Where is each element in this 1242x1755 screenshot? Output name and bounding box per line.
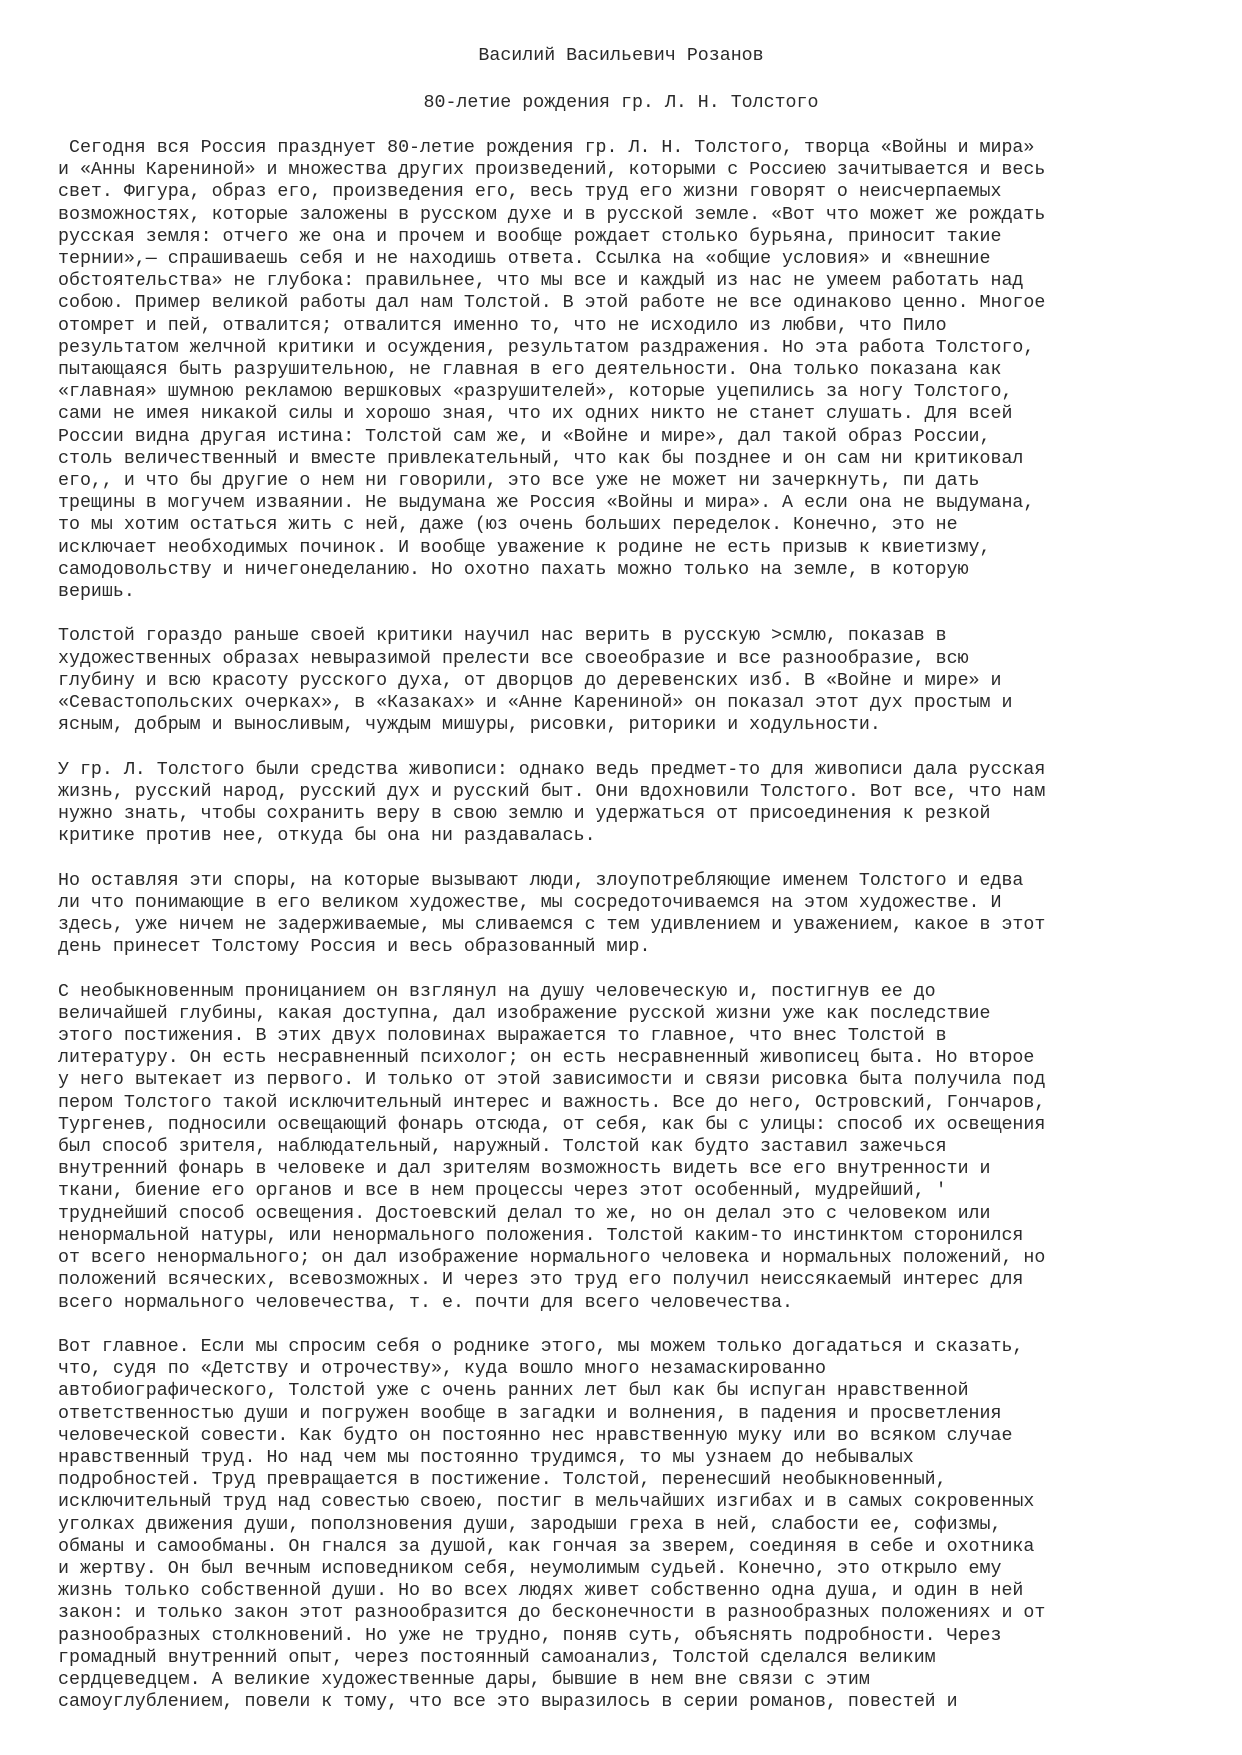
text-line: подробностей. Труд превращается в постижение. Толстой, перенесший необыкновенный, <box>58 1470 947 1491</box>
text-line: ткани, биение его органов и все в нем процессы через этот особенный, мудрейший, ' <box>58 1181 947 1202</box>
paragraph <box>58 625 1238 736</box>
text-line: пером Толстого такой исключительный интерес и важность. Все до него, Островский, Гончаров, <box>58 1092 1046 1113</box>
text-line: внутренний фонарь в человеке и дал зрителям возможность видеть все его внутренности и <box>58 1159 991 1180</box>
text-line: труднейший способ освещения. Достоевский делал то же, но он делал это с человеком или <box>58 1203 991 1224</box>
text-line: самодовольству и ничегонеделанию. Но охотно пахать можно только на земле, в которую <box>58 559 969 580</box>
text-line: возможностях, которые заложены в русском духе и в русской земле. «Вот что может же рождать <box>58 204 1046 225</box>
text-line: Сегодня вся Россия празднует 80-летие рождения гр. Л. Н. Толстого, творца «Войны и мира» <box>58 138 1035 158</box>
text-line: свет. Фигура, образ его, произведения его, весь труд его жизни говорят о неисчерпаемых <box>58 182 1002 203</box>
text-line: сами не имея никакой силы и хорошо зная, что их одних никто не станет слушать. Для всей <box>58 404 1013 425</box>
text-line: его,, и что бы другие о нем ни говорили, это все уже не может ни зачеркнуть, пи дать <box>58 471 980 492</box>
text-line: ясным, добрым и выносливым, чуждым мишуры, рисовки, риторики и ходульности. <box>58 715 881 736</box>
text-line: России видна другая истина: Толстой сам же, и «Войне и мире», дал такой образ России, <box>58 426 991 447</box>
text-line: человеческой совести. Как будто он постоянно нес нравственную муку или во всяком случае <box>58 1425 1013 1446</box>
text-line: был способ зрителя, наблюдательный, наружный. Толстой как будто заставил зажечься <box>58 1137 947 1158</box>
text-line: разнообразных столкновений. Но уже не трудно, поняв суть, объяснять подробности. Через <box>58 1625 1002 1646</box>
text-line: отомрет и пей, отвалится; отвалится именно то, что не исходило из любви, что Пило <box>58 315 947 336</box>
text-line: русская земля: отчего же она и прочем и вообще рождает столько бурьяна, приносит такие <box>58 226 1002 247</box>
text-line: здесь, уже ничем не задерживаемые, мы сливаемся с тем удивлением и уважением, какое в этот <box>58 915 1046 936</box>
paragraph <box>58 870 1238 959</box>
paragraph <box>58 759 1238 848</box>
text-line: обстоятельства» не глубока: правильнее, что мы все и каждый из нас не умеем работать над <box>58 271 1024 292</box>
text-line: день принесет Толстому Россия и весь образованный мир. <box>58 937 651 958</box>
text-line: положений всяческих, всевозможных. И через это труд его получил неиссякаемый интерес для <box>58 1270 1024 1291</box>
text-line: У гр. Л. Толстого были средства живописи: однако ведь предмет-то для живописи дала русская <box>58 759 1046 780</box>
article-title: 80-летие рождения гр. Л. Н. Толстого <box>423 93 819 113</box>
text-line: нравственный труд. Но над чем мы постоянно трудимся, то мы узнаем до небывалых <box>58 1447 914 1468</box>
text-line: уголках движения души, поползновения души, зародыши греха в ней, слабости ее, софизмы, <box>58 1514 1002 1535</box>
text-line: результатом желчной критики и осуждения, результатом раздражения. Но эта работа Толстого, <box>58 337 1035 358</box>
text-line: ненормальной натуры, или ненормального положения. Толстой каким-то инстинктом сторонился <box>58 1225 1024 1246</box>
text-line: то мы хотим остаться жить с ней, даже (юз очень больших переделок. Конечно, это не <box>58 515 958 536</box>
text-line: веришь. <box>58 582 135 603</box>
text-line: тернии»,— спрашиваешь себя и не находишь ответа. Ссылка на «общие условия» и «внешние <box>58 249 991 270</box>
text-line: «главная» шумною рекламою вершковых «разрушителей», которые уцепились за ногу Толстого, <box>58 382 1013 403</box>
text-line: нужно знать, чтобы сохранить веру в свою землю и удержаться от присоединения к резкой <box>58 804 991 825</box>
text-line: величайшей глубины, какая доступна, дал изображение русской жизни уже как последствие <box>58 1003 991 1024</box>
text-line: этого постижения. В этих двух половинах выражается то главное, что внес Толстой в <box>58 1026 947 1047</box>
text-line: от всего ненормального; он дал изображение нормального человека и нормальных положений, но <box>58 1248 1046 1269</box>
text-line: собою. Пример великой работы дал нам Толстой. В этой работе не все одинаково ценно. Многое <box>58 293 1046 314</box>
text-line: критике против нее, откуда бы она ни раздавалась. <box>58 826 596 847</box>
text-line: самоуглублением, повели к тому, что все это выразилось в серии романов, повестей и <box>58 1692 958 1713</box>
paragraph <box>58 137 1238 603</box>
text-line: литературу. Он есть несравненный психолог; он есть несравненный живописец быта. Но второе <box>58 1048 1035 1069</box>
paragraph <box>58 1336 1238 1713</box>
text-line: обманы и самообманы. Он гнался за душой, как гончая за зверем, соединяя в себе и охотника <box>58 1536 1035 1557</box>
article-body <box>58 137 1238 1736</box>
text-line: исключительный труд над совестью своею, постиг в мельчайших изгибах и в самых сокровенных <box>58 1492 1035 1513</box>
text-line: всего нормального человечества, т. е. почти для всего человечества. <box>58 1292 794 1313</box>
text-line: громадный внутренний опыт, через постоянный самоанализ, Толстой сделался великим <box>58 1647 936 1668</box>
text-line: жизнь только собственной души. Но во всех людях живет собственно одна душа, и один в ней <box>58 1581 1024 1602</box>
text-line: столь величественный и вместе привлекательный, что как бы позднее и он сам ни критиковал <box>58 448 1024 469</box>
text-line: жизнь, русский народ, русский дух и русский быт. Они вдохновили Толстого. Вот все, что нам <box>58 781 1046 802</box>
text-line: Вот главное. Если мы спросим себя о роднике этого, мы можем только догадаться и сказать, <box>58 1336 1024 1357</box>
text-line: у него вытекает из первого. И только от этой зависимости и связи рисовка быта получила под <box>58 1070 1046 1091</box>
text-line: Толстой гораздо раньше своей критики научил нас верить в русскую >смлю, показав в <box>58 626 947 647</box>
text-line: сердцеведцем. А великие художественные дары, бывшие в нем вне связи с этим <box>58 1669 870 1690</box>
text-line: «Севастопольских очерках», в «Казаках» и «Анне Карениной» он показал этот дух простым и <box>58 693 1013 714</box>
text-line: трещины в могучем изваянии. Не выдумана же Россия «Войны и мира». А если она не выдумана, <box>58 493 1035 514</box>
text-line: и «Анны Карениной» и множества других произведений, которыми с Россиею зачитывается и весь <box>58 160 1046 181</box>
text-line: Но оставляя эти споры, на которые вызывают люди, злоупотребляющие именем Толстого и едва <box>58 870 1024 891</box>
text-line: ли что понимающие в его великом художестве, мы сосредоточиваемся на этом художестве. И <box>58 892 1002 913</box>
text-line: исключает необходимых починок. И вообще уважение к родине не есть призыв к квиетизму, <box>58 537 991 558</box>
text-line: и жертву. Он был вечным исповедником себя, неумолимым судьей. Конечно, это открыло ему <box>58 1558 1002 1579</box>
text-line: С необыкновенным проницанием он взглянул на душу человеческую и, постигнув ее до <box>58 981 936 1002</box>
text-line: автобиографического, Толстой уже с очень ранних лет был как бы испуган нравственной <box>58 1381 969 1402</box>
text-line: художественных образах невыразимой прелести все своеобразие и все разнообразие, всю <box>58 648 969 669</box>
text-line: Тургенев, подносили освещающий фонарь отсюда, от себя, как бы с улицы: способ их освещения <box>58 1114 1046 1135</box>
paragraph <box>58 981 1238 1314</box>
text-line: ответственностью души и погружен вообще в загадки и волнения, в падения и просветления <box>58 1403 1002 1424</box>
text-line: пытающаяся быть разрушительною, не главная в его деятельности. Она только показана как <box>58 360 1002 381</box>
text-line: глубину и всю красоту русского духа, от дворцов до деревенских изб. В «Войне и мире» и <box>58 670 1002 691</box>
text-line: закон: и только закон этот разнообразится до бесконечности в разнообразных положениях и от <box>58 1603 1046 1624</box>
text-line: что, судя по «Детству и отрочеству», куда вошло много незамаскированно <box>58 1359 826 1380</box>
author-name: Василий Васильевич Розанов <box>478 46 764 66</box>
